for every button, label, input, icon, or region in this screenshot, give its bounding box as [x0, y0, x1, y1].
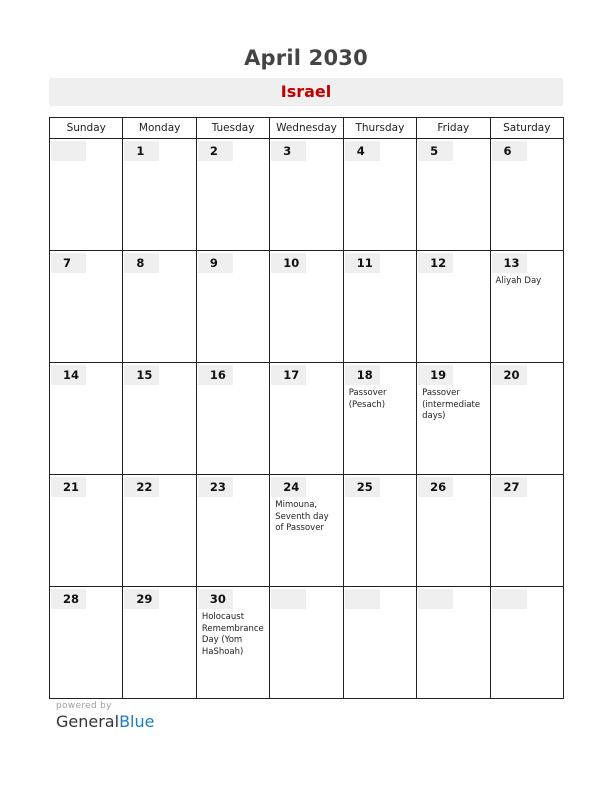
day-cell [490, 363, 563, 475]
day-cell [123, 139, 196, 251]
day-number: 10 [271, 253, 306, 273]
day-cell [50, 475, 123, 587]
week-row [50, 587, 564, 699]
day-cell [417, 251, 490, 363]
weekday-header: Tuesday [196, 118, 269, 139]
weekday-header: Monday [123, 118, 196, 139]
holiday-label: Aliyah Day [495, 276, 542, 286]
day-number: 29 [124, 589, 159, 609]
day-cell [196, 587, 269, 699]
day-number: 9 [198, 253, 233, 273]
day-cell [343, 251, 416, 363]
week-row [50, 139, 564, 251]
week-row [50, 363, 564, 475]
holiday-label: Passover (intermediate days) [422, 388, 481, 421]
weekday-header-row [50, 118, 564, 139]
day-cell [490, 475, 563, 587]
day-cell [490, 251, 563, 363]
day-number: 27 [492, 477, 527, 497]
day-number: 3 [271, 141, 306, 161]
day-cell [270, 587, 343, 699]
day-cell [50, 587, 123, 699]
day-number: 18 [345, 365, 380, 385]
day-cell [417, 139, 490, 251]
day-number: 21 [51, 477, 86, 497]
day-number: 6 [492, 141, 527, 161]
day-cell [343, 363, 416, 475]
day-cell [123, 587, 196, 699]
brand-blue: Blue [119, 712, 155, 731]
day-cell [196, 475, 269, 587]
day-number: 13 [492, 253, 527, 273]
day-cell [50, 139, 123, 251]
day-number: 14 [51, 365, 86, 385]
day-cell [196, 251, 269, 363]
day-cell [270, 251, 343, 363]
day-number: 20 [492, 365, 527, 385]
day-number: 2 [198, 141, 233, 161]
week-row [50, 251, 564, 363]
weekday-header: Sunday [50, 118, 123, 139]
day-number: 24 [271, 477, 306, 497]
empty-day-chip [271, 589, 306, 609]
day-number: 4 [345, 141, 380, 161]
day-number: 5 [418, 141, 453, 161]
day-number: 8 [124, 253, 159, 273]
day-cell [50, 363, 123, 475]
day-number: 23 [198, 477, 233, 497]
day-number: 11 [345, 253, 380, 273]
empty-day-chip [51, 141, 86, 161]
country-banner [49, 78, 563, 106]
brand-general: General [56, 712, 120, 731]
day-cell [490, 139, 563, 251]
empty-day-chip [345, 589, 380, 609]
day-cell [270, 475, 343, 587]
empty-day-chip [418, 589, 453, 609]
day-cell [196, 139, 269, 251]
week-row [50, 475, 564, 587]
day-number: 17 [271, 365, 306, 385]
weekday-header: Wednesday [270, 118, 343, 139]
day-cell [417, 363, 490, 475]
brand-logo [56, 712, 154, 731]
day-number: 16 [198, 365, 233, 385]
footer [56, 701, 154, 731]
country-name: Israel [280, 82, 332, 101]
day-cell [417, 475, 490, 587]
day-cell [50, 251, 123, 363]
day-number: 30 [198, 589, 233, 609]
day-number: 22 [124, 477, 159, 497]
day-cell [270, 139, 343, 251]
holiday-label: Passover (Pesach) [348, 388, 387, 410]
day-number: 25 [345, 477, 380, 497]
day-cell [490, 587, 563, 699]
day-cell [343, 475, 416, 587]
day-number: 15 [124, 365, 159, 385]
holiday-label: Mimouna, Seventh day of Passover [275, 500, 329, 533]
day-cell [123, 363, 196, 475]
page-title: April 2030 [244, 46, 368, 70]
day-number: 26 [418, 477, 453, 497]
day-cell [417, 587, 490, 699]
holiday-label: Holocaust Remembrance Day (Yom HaShoah) [201, 612, 264, 657]
day-cell [123, 475, 196, 587]
powered-by-label: powered by [56, 701, 112, 711]
weekday-header: Thursday [343, 118, 416, 139]
day-number: 28 [51, 589, 86, 609]
month-calendar [49, 117, 564, 699]
day-number: 19 [418, 365, 453, 385]
day-number: 1 [124, 141, 159, 161]
weekday-header: Friday [417, 118, 490, 139]
day-number: 12 [418, 253, 453, 273]
weekday-header: Saturday [490, 118, 563, 139]
day-cell [123, 251, 196, 363]
day-cell [196, 363, 269, 475]
day-number: 7 [51, 253, 86, 273]
empty-day-chip [492, 589, 527, 609]
day-cell [343, 587, 416, 699]
day-cell [343, 139, 416, 251]
day-cell [270, 363, 343, 475]
